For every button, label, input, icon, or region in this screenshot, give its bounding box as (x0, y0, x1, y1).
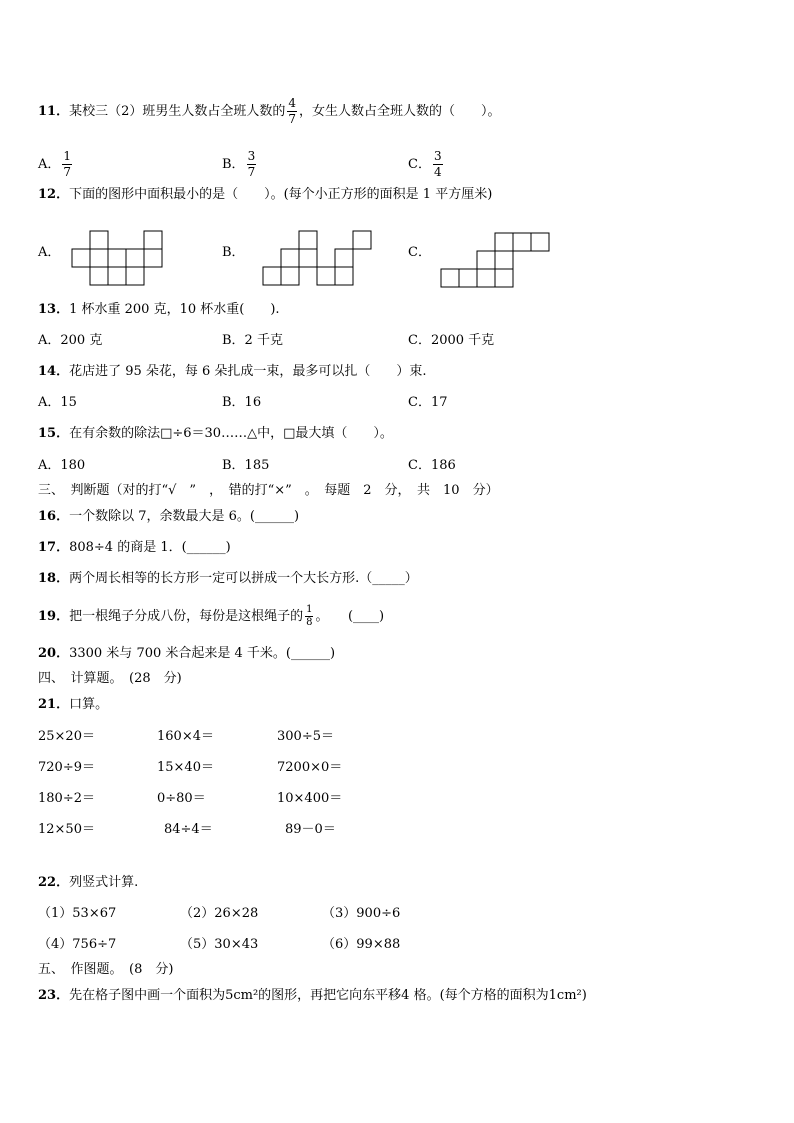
q20-line (38, 646, 335, 662)
q21-r4c2: 84÷4＝ (164, 822, 213, 837)
q17-number: 17． (38, 540, 70, 555)
q16-text: 一个数除以 7，余数最大是 6。(______) (69, 509, 300, 524)
q16-line (38, 509, 299, 525)
q23-number: 23． (38, 988, 70, 1003)
q13-line (38, 302, 280, 318)
q21-text: 口算。 (69, 697, 109, 712)
q23-line (38, 988, 587, 1004)
q11-option-b[interactable] (222, 150, 258, 179)
q15-option-b[interactable]: B．185 (222, 458, 270, 473)
q11-option-c-den: 4 (433, 165, 442, 179)
q21-r2c1: 720÷9＝ (38, 760, 95, 775)
q15-option-a[interactable]: A．180 (38, 458, 86, 473)
q22-item6: （6）99×88 (322, 937, 401, 952)
q22-text: 列竖式计算. (69, 875, 139, 890)
q13-text: 1 杯水重 200 克，10 杯水重( ). (69, 302, 280, 317)
q21-r3c3: 10×400＝ (277, 791, 343, 806)
q12-figure-b (262, 230, 372, 286)
q11-option-c-fraction (433, 150, 443, 179)
q18-line (38, 571, 418, 587)
q21-r1c3: 300÷5＝ (277, 729, 334, 744)
q19-text-after: 。 (____) (315, 609, 385, 624)
q12-figure-a (71, 230, 163, 286)
q11-text-after: ，女生人数占全班人数的（ ）。 (299, 104, 501, 119)
q11-option-a-label: A． (38, 157, 61, 172)
q11-option-b-fraction (247, 150, 257, 179)
q20-number: 20． (38, 646, 70, 661)
q11-fraction (287, 97, 297, 126)
q12-option-c-label[interactable]: C． (408, 245, 431, 260)
q15-number: 15． (38, 426, 70, 441)
q22-item2: （2）26×28 (180, 906, 259, 921)
q12-option-a-label[interactable]: A． (38, 245, 61, 260)
q23-text: 先在格子图中画一个面积为5cm²的图形，再把它向东平移4 格。(每个方格的面积为1cm²) (69, 988, 587, 1003)
q11-option-a-fraction (62, 150, 72, 179)
q14-option-c[interactable]: C．17 (408, 395, 448, 410)
q11-frac-num: 4 (288, 96, 297, 110)
q13-option-b[interactable]: B．2 千克 (222, 333, 283, 348)
q21-r3c1: 180÷2＝ (38, 791, 95, 806)
q15-option-c[interactable]: C．186 (408, 458, 456, 473)
q14-number: 14． (38, 364, 70, 379)
q15-line (38, 426, 393, 442)
q21-r4c3: 89－0＝ (285, 822, 336, 837)
q19-text-before: 把一根绳子分成八份，每份是这根绳子的 (69, 609, 304, 624)
q22-item1: （1）53×67 (38, 906, 117, 921)
q11-option-a-den: 7 (63, 165, 72, 179)
q11-option-b-label: B． (222, 157, 245, 172)
q22-item4: （4）756÷7 (38, 937, 117, 952)
q19-frac-den: 8 (306, 617, 313, 628)
q14-line (38, 364, 427, 380)
q11-option-c-num: 3 (433, 149, 442, 163)
q14-option-b[interactable]: B．16 (222, 395, 262, 410)
q11-option-c[interactable] (408, 150, 445, 179)
q12-option-b-label[interactable]: B． (222, 245, 245, 260)
q13-option-c[interactable]: C．2000 千克 (408, 333, 495, 348)
q16-number: 16． (38, 509, 70, 524)
q21-r4c1: 12×50＝ (38, 822, 95, 837)
q11-line (38, 97, 501, 126)
q11-frac-den: 7 (288, 112, 297, 126)
q14-text: 花店进了 95 朵花，每 6 朵扎成一束，最多可以扎（ ）束. (69, 364, 427, 379)
q12-line (38, 187, 492, 203)
q13-option-a[interactable]: A．200 克 (38, 333, 103, 348)
q18-text: 两个周长相等的长方形一定可以拼成一个大长方形.（_____） (69, 571, 418, 586)
q11-text-before: 某校三（2）班男生人数占全班人数的 (69, 104, 286, 119)
section3-title: 三、 判断题（对的打“√ ” ， 错的打“×” 。 每题 2 分， 共 10 分） (38, 483, 499, 498)
q13-number: 13． (38, 302, 70, 317)
q11-option-a[interactable] (38, 150, 74, 179)
q11-option-c-label: C． (408, 157, 431, 172)
section5-title: 五、 作图题。 (8 分) (38, 962, 174, 977)
section4-title: 四、 计算题。 (28 分) (38, 671, 182, 686)
q21-r2c2: 15×40＝ (157, 760, 214, 775)
q19-number: 19． (38, 609, 70, 624)
q21-r3c2: 0÷80＝ (157, 791, 206, 806)
q20-text: 3300 米与 700 米合起来是 4 千米。(______) (69, 646, 336, 661)
q11-option-b-den: 7 (247, 165, 256, 179)
q12-number: 12． (38, 187, 70, 202)
q12-figure-c (440, 232, 550, 288)
q21-r2c3: 7200×0＝ (277, 760, 343, 775)
q21-r1c1: 25×20＝ (38, 729, 95, 744)
q21-r1c2: 160×4＝ (157, 729, 214, 744)
q11-option-a-num: 1 (63, 149, 72, 163)
q22-item5: （5）30×43 (180, 937, 259, 952)
q19-fraction (305, 605, 313, 628)
q22-number: 22． (38, 875, 70, 890)
q14-option-a[interactable]: A．15 (38, 395, 77, 410)
q17-line (38, 540, 231, 556)
q22-line (38, 875, 138, 891)
q19-line (38, 605, 384, 628)
q12-text: 下面的图形中面积最小的是（ ）。(每个小正方形的面积是 1 平方厘米) (69, 187, 493, 202)
q21-line (38, 697, 108, 713)
q19-frac-num: 1 (306, 604, 313, 615)
q15-text: 在有余数的除法□÷6＝30……△中，□最大填（ ）。 (69, 426, 393, 441)
q21-number: 21． (38, 697, 70, 712)
q11-number: 11． (38, 104, 70, 119)
q17-text: 808÷4 的商是 1．(______) (69, 540, 231, 555)
q18-number: 18． (38, 571, 70, 586)
q11-option-b-num: 3 (247, 149, 256, 163)
q22-item3: （3）900÷6 (322, 906, 401, 921)
